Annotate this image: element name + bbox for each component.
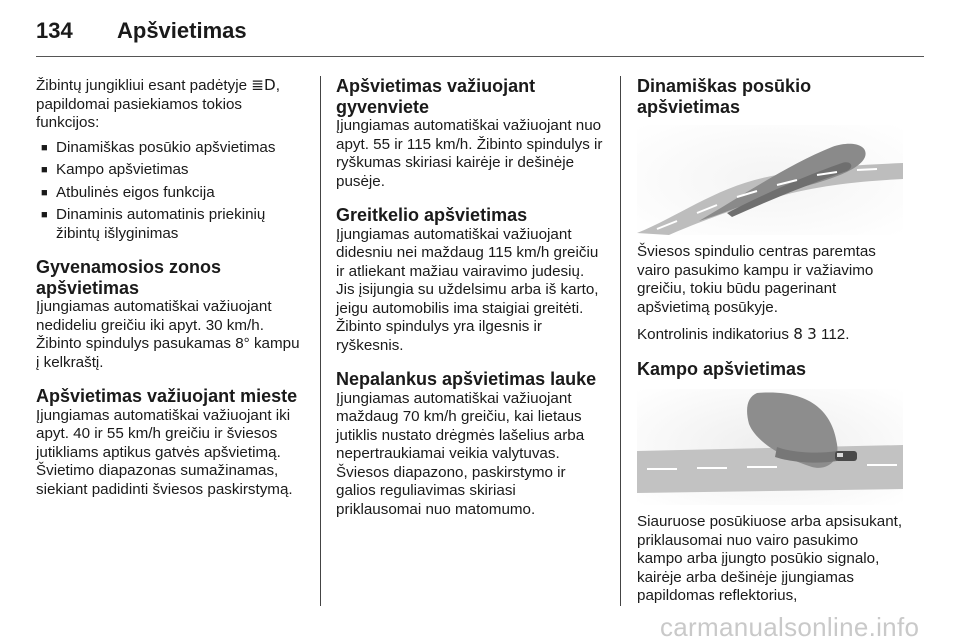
section-text-town: Įjungiamas automatiškai važiuojant iki apyt. 40 ir 55 km/h greičiu ir šviesos jutikliams aptikus gatvės apšvietimą. Švietimo diapazonas sumažinamas, siekiant padidinti šviesos paskirstymą. (36, 406, 293, 498)
section-heading-adverse-weather: Nepalankus apšvietimas lauke (336, 369, 597, 389)
indicator-label: Kontrolinis indikatorius (637, 326, 789, 343)
section-text-country: Įjungiamas automatiškai važiuojant nuo apyt. 55 ir 115 km/h. Žibinto spindulys ir ryškumas skiriasi kairėje ir dešinėje pusėje. (336, 117, 603, 190)
indicator-reference (637, 325, 905, 345)
list-item: ■ Kampo apšvietimas (36, 161, 304, 180)
watermark: carmanualsonline.info (660, 612, 920, 642)
curve-light-indicator-icon: 8 (793, 325, 803, 343)
column-middle (336, 76, 604, 519)
column-divider-right (620, 76, 621, 606)
header-divider (36, 56, 924, 57)
section-text-motorway: Įjungiamas automatiškai važiuojant didesniu nei maždaug 115 km/h greičiu ir atliekant mažiau vairavimo judesių. Jis įsijungia su uždelsimu arba iš karto, jeigu automobilis ima staigiai greitėti. Žibinto spindulys yra ilgesnis ir ryškesnis. (336, 225, 599, 354)
column-divider-left (320, 76, 321, 606)
column-right (637, 76, 905, 606)
section-text-cornering: Siauruose posūkiuose arba apsisukant, priklausomai nuo vairo pasukimo kampo arba įjungto posūkio signalo, kairėje arba dešinėje įjungiamas papildomas reflektorius, (637, 513, 903, 604)
section-text-dynamic-curve: Šviesos spindulio centras paremtas vairo pasukimo kampu ir važiavimo greičiu, tokiu būdu pagerinant apšvietimą posūkyje. (637, 243, 876, 316)
list-item: ■ Atbulinės eigos funkcija (36, 184, 304, 203)
headlight-switch-icon: ≣D (251, 76, 276, 94)
column-left (36, 76, 304, 499)
function-list (36, 139, 304, 244)
curve-light-illustration (637, 125, 903, 235)
page-ref-arrow-icon: 3 (807, 325, 817, 343)
intro-text-post: , papildomai pasiekiamos tokios funkcijos: (36, 77, 280, 131)
section-text-adverse-weather: Įjungiamas automatiškai važiuojant maždaug 70 km/h greičiu, kai lietaus jutiklis nustato drėgmės lašelius arba nepertraukiamai veikia valytuvas. Šviesos diapazono, paskirstymo ir galios reguliavimas skiriasi priklausomai nuo matomumo. (336, 389, 585, 518)
intro-text-pre: Žibintų jungikliui esant padėtyje (36, 77, 252, 94)
section-heading-town: Apšvietimas važiuojant mieste (36, 386, 298, 406)
section-heading-cornering: Kampo apšvietimas (637, 358, 807, 379)
page-title: Apšvietimas (117, 18, 247, 43)
section-heading-residential: Gyvenamosios zonos apšvietimas (36, 257, 222, 298)
page-ref-link[interactable]: 112. (821, 326, 850, 343)
section-heading-dynamic-curve: Dinamiškas posūkio apšvietimas (637, 76, 812, 117)
page-number: 134 (36, 18, 73, 43)
cornering-light-illustration (637, 389, 903, 505)
section-heading-motorway: Greitkelio apšvietimas (336, 205, 528, 225)
list-item: ■ Dinamiškas posūkio apšvietimas (36, 139, 304, 158)
section-heading-country: Apšvietimas važiuojant gyvenviete (336, 76, 536, 117)
section-text-residential: Įjungiamas automatiškai važiuojant nedideliu greičiu iki apyt. 30 km/h. Žibinto spindulys pasukamas 8° kampu į kelkraštį. (36, 298, 300, 371)
intro-paragraph (36, 76, 304, 133)
list-item: ■ Dinaminis automatinis priekinių žibintų išlyginimas (36, 206, 304, 243)
